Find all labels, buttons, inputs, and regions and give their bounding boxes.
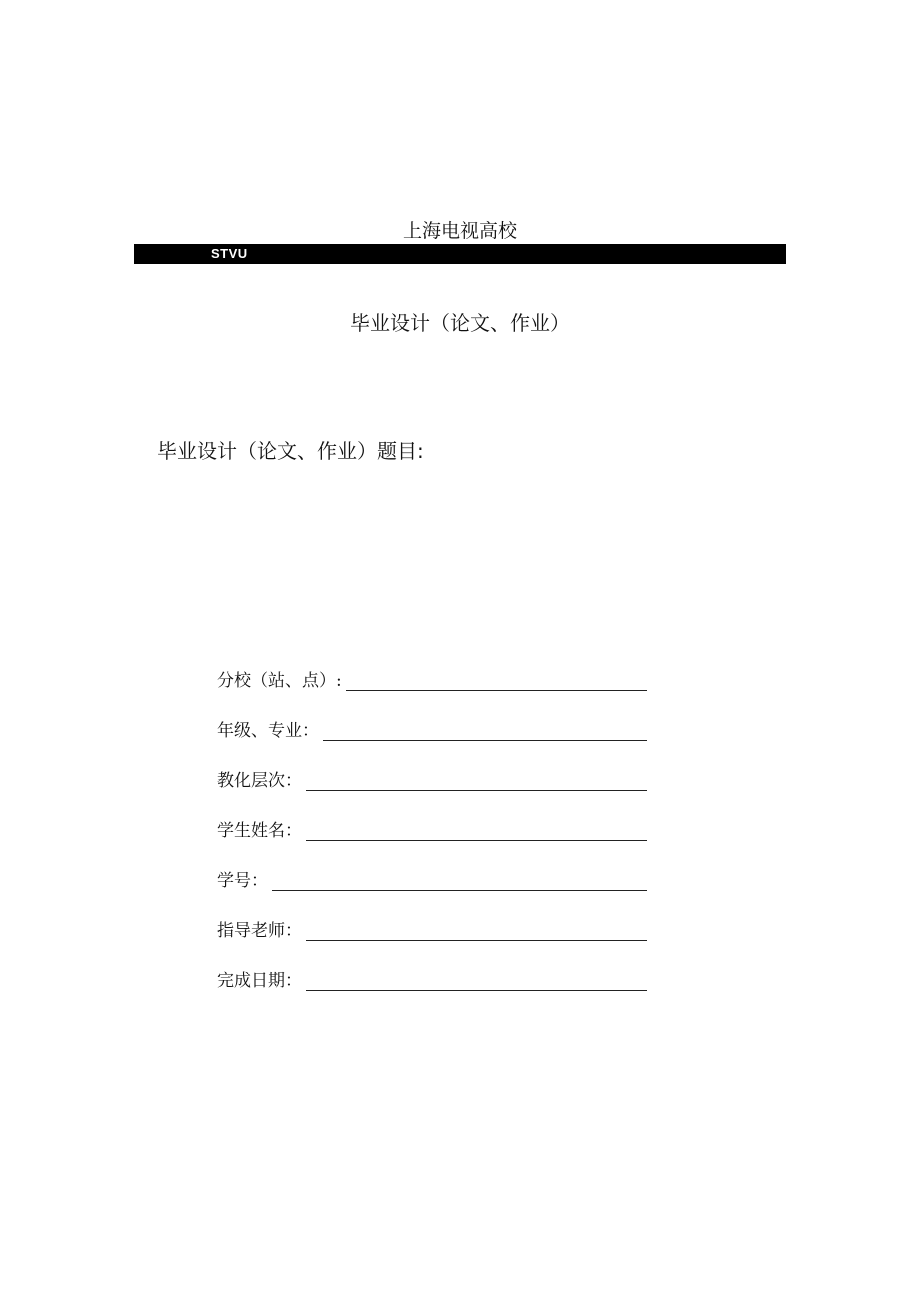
field-row-completion-date (217, 965, 647, 995)
school-name: 上海电视高校 (402, 220, 517, 242)
field-label-branch: 分校（站、点）: (217, 671, 342, 691)
field-row-education-level (217, 765, 647, 795)
field-line-branch[interactable] (346, 690, 647, 691)
field-row-student-name (217, 815, 647, 845)
field-label-grade-major: 年级、专业： (217, 721, 319, 741)
header-banner (134, 244, 786, 264)
field-label-student-name: 学生姓名： (217, 821, 302, 841)
field-label-completion-date: 完成日期： (217, 971, 302, 991)
field-row-advisor (217, 915, 647, 945)
field-row-student-id (217, 865, 647, 895)
field-row-grade-major (217, 715, 647, 745)
field-line-education-level[interactable] (306, 790, 647, 791)
field-line-student-id[interactable] (272, 890, 647, 891)
field-label-education-level: 教化层次： (217, 771, 302, 791)
field-line-grade-major[interactable] (323, 740, 647, 741)
document-title: 毕业设计（论文、作业） (350, 311, 570, 335)
field-row-branch (217, 665, 647, 695)
topic-label: 毕业设计（论文、作业）题目: (157, 439, 424, 463)
field-label-advisor: 指导老师： (217, 921, 302, 941)
field-line-student-name[interactable] (306, 840, 647, 841)
field-label-student-id: 学号： (217, 871, 268, 891)
field-line-advisor[interactable] (306, 940, 647, 941)
banner-label: STVU (211, 246, 248, 261)
field-line-completion-date[interactable] (306, 990, 647, 991)
